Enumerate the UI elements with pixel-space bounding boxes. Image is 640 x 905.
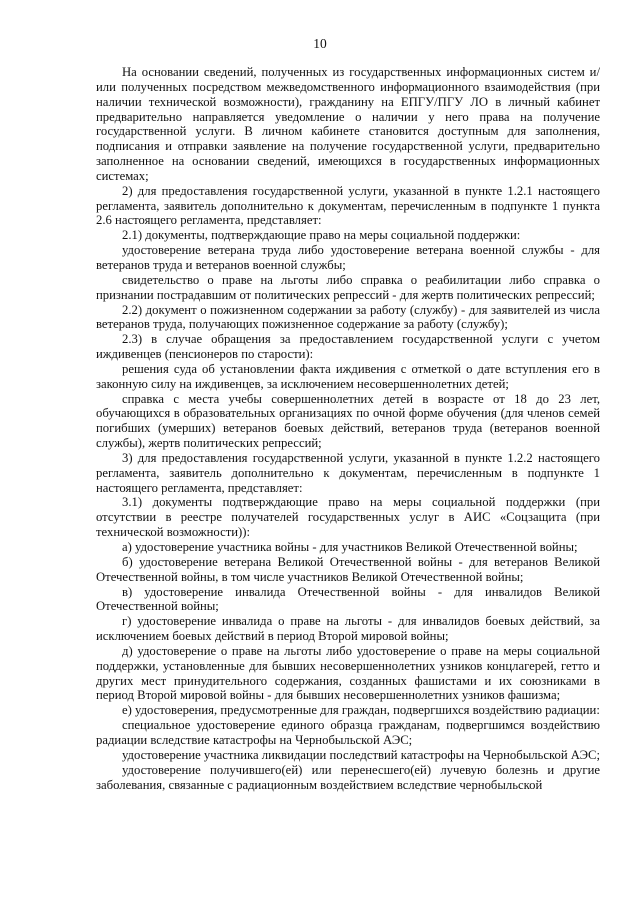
paragraph-item-g: г) удостоверение инвалида о праве на льготы - для инвалидов боевых действий, за исключением боевых действий в период Второй мировой войны; — [96, 614, 600, 644]
paragraph-study-certificate: справка с места учебы совершеннолетних детей в возрасте от 18 до 23 лет, обучающихся в образовательных организациях по очной форме обучения (для членов семей погибших (умерших) ветеранов боевых действий, ветеранов труда (ветеранов военной службы), жертв политических репрессий; — [96, 391, 600, 451]
paragraph-liquidator-certificate: удостоверение участника ликвидации последствий катастрофы на Чернобыльской АЭС; — [122, 747, 600, 762]
paragraph-radiation-disease: удостоверение получившего(ей) или перенесшего(ей) лучевую болезнь и другие заболевания, связанные с радиационным воздействием вследствие чернобыльской — [96, 762, 600, 792]
paragraph-item-v: в) удостоверение инвалида Отечественной войны - для инвалидов Великой Отечественной войны; — [96, 584, 600, 614]
paragraph-item-e: е) удостоверения, предусмотренные для граждан, подвергшихся воздействию радиации: — [122, 703, 600, 718]
paragraph-item-3: 3) для предоставления государственной услуги, указанной в пункте 1.2.2 настоящего регламента, заявитель дополнительно к документам, перечисленным в подпункте 1 настоящего регламента, представляет: — [96, 450, 600, 495]
paragraph-court-decision: решения суда об установлении факта иждивения с отметкой о дате вступления его в законную силу на иждивенцев, за исключением несовершеннолетних детей; — [96, 361, 600, 391]
paragraph-item-a: а) удостоверение участника войны - для участников Великой Отечественной войны; — [122, 540, 578, 554]
paragraph-veteran-labor: удостоверение ветерана труда либо удостоверение ветерана военной службы - для ветеранов труда и ветеранов военной службы; — [96, 243, 600, 272]
paragraph-item-2-2: 2.2) документ о пожизненном содержании за работу (службу) - для заявителей из числа ветеранов труда, получающих пожизненное содержание за работу (службу); — [96, 302, 600, 332]
paragraph-item-2-3: 2.3) в случае обращения за предоставлением государственной услуги с учетом иждивенцев (пенсионеров по старости): — [96, 332, 600, 362]
paragraph-item-d: д) удостоверение о праве на льготы либо удостоверение о праве на меры социальной поддержки, установленные для бывших несовершеннолетних узников концлагерей, гетто и других мест принудительного содержания, созданных фашистами и их союзниками в период Второй мировой войны - для бывших несовершеннолетних узников фашизма; — [96, 643, 600, 703]
paragraph-item-2-1: 2.1) документы, подтверждающие право на меры социальной поддержки: — [122, 228, 521, 243]
paragraph-item-3-1: 3.1) документы подтверждающие право на меры социальной поддержки (при отсутствии в реестре получателей государственных услуг в АИС «Соцзащита (при технической возможности)): — [96, 495, 600, 540]
paragraph-rehabilitation: свидетельство о праве на льготы либо справка о реабилитации либо справка о признании пострадавшим от политических репрессий - для жертв политических репрессий; — [96, 272, 600, 302]
page-number: 10 — [313, 36, 327, 51]
paragraph-special-certificate: специальное удостоверение единого образца гражданам, подвергшимся воздействию радиации вследствие катастрофы на Чернобыльской АЭС; — [96, 718, 600, 747]
paragraph-item-2: 2) для предоставления государственной услуги, указанной в пункте 1.2.1 настоящего регламента, заявитель дополнительно к документам, перечисленным в подпункте 1 пункта 2.6 настоящего регламента, представляет: — [96, 183, 600, 228]
paragraph-item-b: б) удостоверение ветерана Великой Отечественной войны - для ветеранов Великой Отечественной войны, в том числе участников Великой Отечественной войны; — [96, 554, 600, 584]
document-body — [96, 65, 600, 792]
paragraph-notification: На основании сведений, полученных из государственных информационных систем и/или полученных посредством межведомственного информационного взаимодействия (при наличии технической возможности), гражданину на ЕПГУ/ПГУ ЛО в личный кабинет предварительно направляется уведомление о наличии у него права на получение государственной услуги. В личном кабинете становится доступным для заполнения, подписания и отправки заявление на получение государственной услуги, предварительно заполненное на основании сведений, имеющихся в государственных информационных системах; — [96, 65, 600, 183]
